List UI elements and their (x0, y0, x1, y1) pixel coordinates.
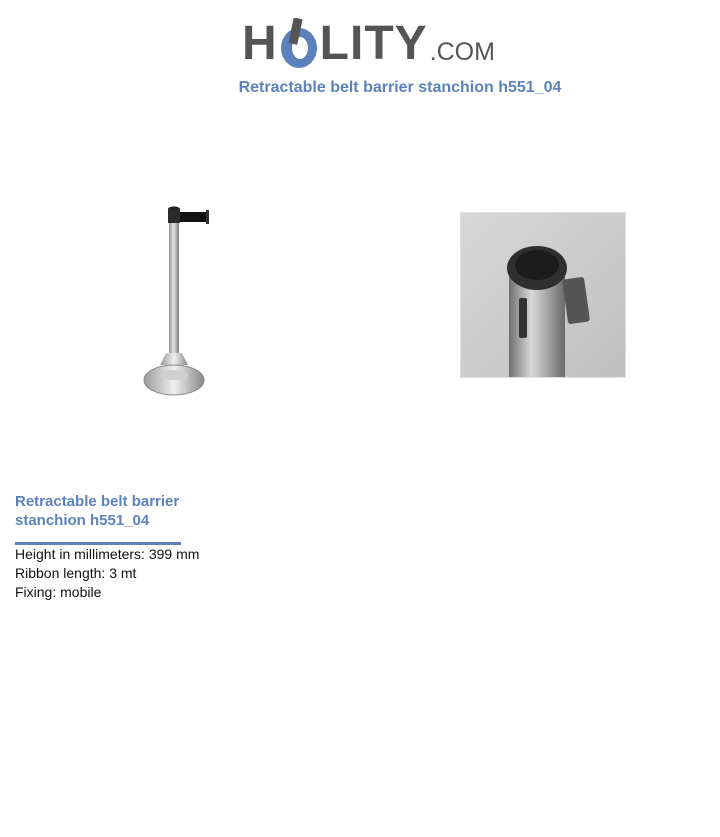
spec-label: Ribbon length (15, 565, 102, 581)
spec-ribbon-length: Ribbon length: 3 mt (15, 565, 137, 581)
stanchion-image (130, 205, 220, 400)
product-specs (15, 545, 199, 602)
logo-text-left: H (242, 17, 278, 70)
logo-o-mark-icon (279, 18, 319, 70)
spec-height: Height in millimeters: 399 mm (15, 546, 200, 562)
spec-label: Fixing (15, 584, 53, 600)
spec-value: 399 mm (148, 546, 200, 562)
stanchion-top-closeup-image (460, 212, 626, 378)
logo-suffix: .COM (429, 38, 495, 66)
logo-text-right: LITY (319, 17, 428, 70)
spec-label: Height in millimeters (15, 546, 142, 562)
page-title: Retractable belt barrier stanchion h551_04 (238, 79, 562, 96)
spec-fixing: Fixing: mobile (15, 584, 102, 600)
product-title: Retractable belt barrier stanchion h551_04 (15, 493, 180, 529)
spec-value: 3 mt (109, 565, 137, 581)
spec-value: mobile (60, 584, 102, 600)
holity-logo[interactable] (242, 10, 495, 68)
